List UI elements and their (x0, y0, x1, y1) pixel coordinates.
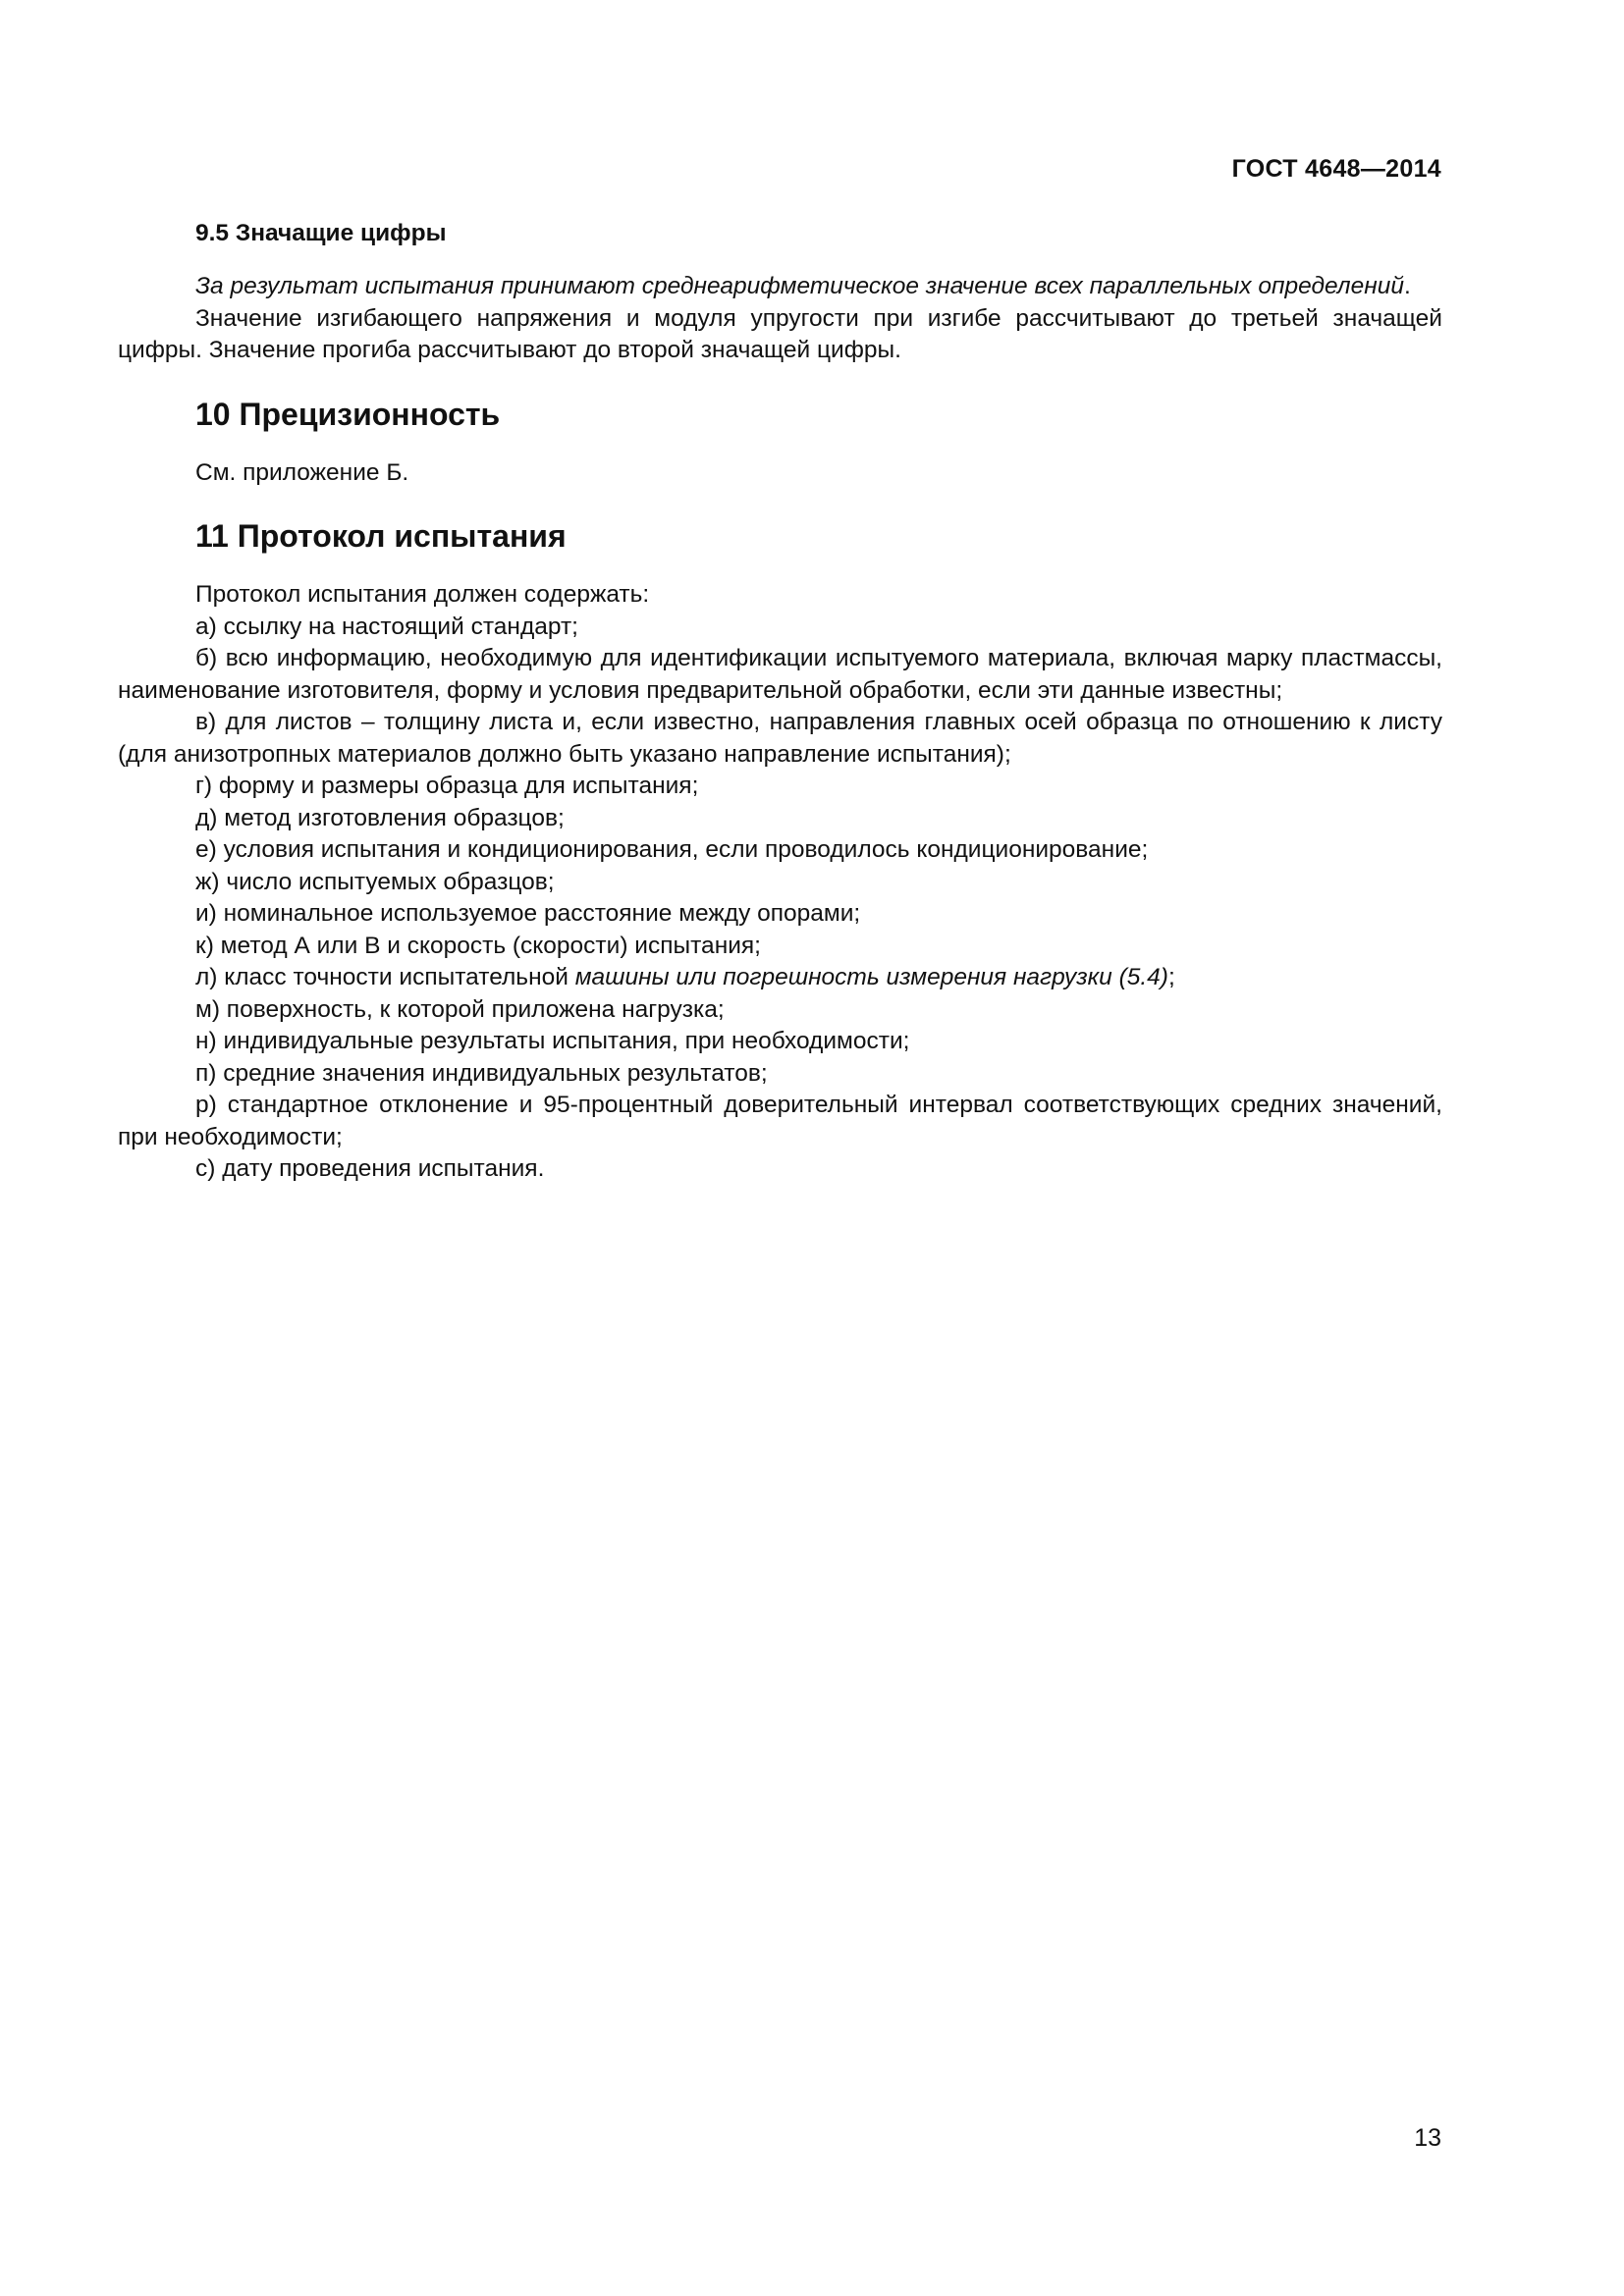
list-item-v: в) для листов – толщину листа и, если известно, направления главных осей образца по отношению к листу (для анизотропных материалов должно быть указано направление испытания); (118, 709, 1442, 768)
section-heading-10: 10 Прецизионность (195, 396, 501, 432)
document-code: ГОСТ 4648—2014 (1231, 155, 1441, 183)
paragraph-significant-digits: Значение изгибающего напряжения и модуля упругости при изгибе рассчитывают до третьей значащей цифры. Значение прогиба рассчитывают до второй значащей цифры. (118, 304, 1442, 363)
section-heading-11: 11 Протокол испытания (195, 518, 567, 554)
list-item-d: д) метод изготовления образцов; (195, 804, 565, 831)
list-item-k: к) метод А или В и скорость (скорости) испытания; (195, 932, 761, 959)
list-item-r: р) стандартное отклонение и 95-процентный доверительный интервал соответствующих средних значений, при необходимости; (118, 1092, 1442, 1150)
list-item-l (118, 962, 1442, 994)
list-item-m: м) поверхность, к которой приложена нагрузка; (195, 995, 725, 1023)
list-item-s: с) дату проведения испытания. (195, 1155, 545, 1182)
page-number: 13 (1414, 2124, 1441, 2152)
average-result-italic: За результат испытания принимают среднеарифметическое значение всех параллельных определений (195, 273, 1404, 299)
average-result-end: . (1403, 273, 1411, 299)
subsection-heading-9-5: 9.5 Значащие цифры (195, 220, 447, 246)
paragraph-precision-ref: См. приложение Б. (195, 458, 409, 486)
list-item-zh: ж) число испытуемых образцов; (195, 868, 555, 895)
list-item-l-end: ; (1167, 964, 1175, 990)
list-item-i: и) номинальное используемое расстояние между опорами; (195, 900, 861, 927)
list-item-l-italic: машины или погрешность измерения нагрузки (5.4) (574, 964, 1168, 990)
paragraph-report-intro: Протокол испытания должен содержать: (195, 581, 650, 608)
list-item-e: е) условия испытания и кондиционирования, если проводилось кондиционирование; (195, 836, 1149, 863)
paragraph-average-result (118, 271, 1442, 303)
list-item-l-start: л) класс точности испытательной (195, 964, 575, 990)
list-item-g: г) форму и размеры образца для испытания; (195, 773, 699, 799)
page-content (118, 218, 1442, 1186)
list-item-p: п) средние значения индивидуальных результатов; (195, 1059, 768, 1087)
list-item-n: н) индивидуальные результаты испытания, при необходимости; (195, 1028, 910, 1054)
list-item-b: б) всю информацию, необходимую для идентификации испытуемого материала, включая марку пластмассы, наименование изготовителя, форму и условия предварительной обработки, если эти данные известны; (118, 645, 1442, 704)
list-item-a: а) ссылку на настоящий стандарт; (195, 613, 578, 640)
